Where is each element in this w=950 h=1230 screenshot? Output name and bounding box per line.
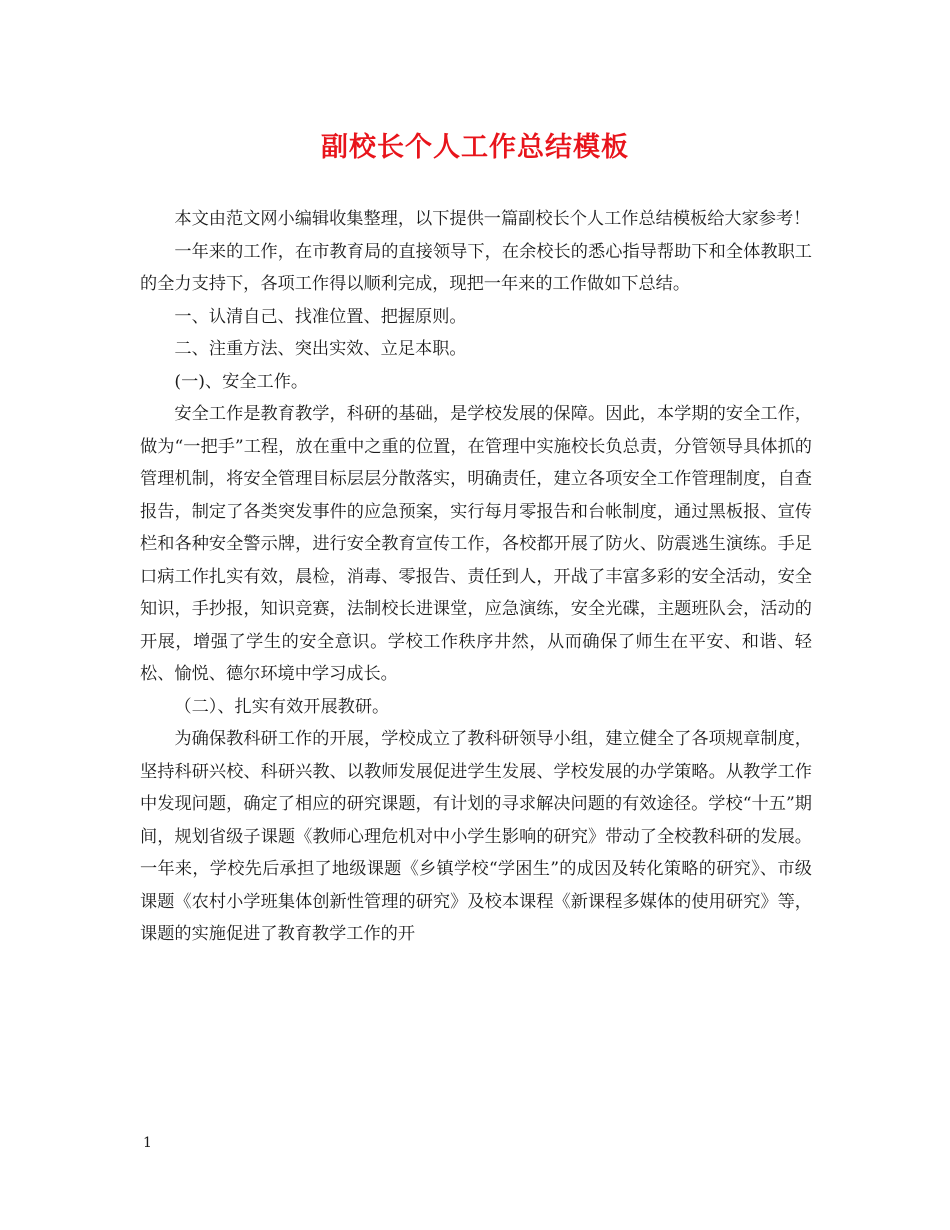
document-title: 副校长个人工作总结模板 <box>321 132 629 163</box>
paragraph-overview: 一年来的工作，在市教育局的直接领导下，在余校长的悉心指导帮助下和全体教职工的全力支持下，各项工作得以顺利完成，现把一年来的工作做如下总结。 <box>140 241 812 294</box>
heading-section-two: 二、注重方法、突出实效、立足本职。 <box>174 339 467 359</box>
heading-safety-work: (一)、安全工作。 <box>174 371 309 392</box>
paragraph-safety-work: 安全工作是教育教学，科研的基础，是学校发展的保障。因此，本学期的安全工作，做为“一把手”工程，放在重中之重的位置，在管理中实施校长负总责，分管领导具体抓的管理机制，将安全管理目标层层分散落实，明确责任，建立各项安全工作管理制度，自查报告，制定了各类突发事件的应急预案，实行每月零报告和台帐制度，通过黑板报、宣传栏和各种安全警示牌，进行安全教育宣传工作，各校都开展了防火、防震逃生演练。手足口病工作扎实有效，晨检，消毒、零报告、责任到人，开战了丰富多彩的安全活动，安全知识，手抄报，知识竞赛，法制校长进课堂，应急演练，安全光碟，主题班队会，活动的开展，增强了学生的安全意识。学校工作秩序井然，从而确保了师生在平安、和谐、轻松、愉悦、德尔环境中学习成长。 <box>140 404 812 684</box>
paragraph-teaching-research: 为确保教科研工作的开展，学校成立了教科研领导小组，建立健全了各项规章制度，坚持科研兴校、科研兴教、以教师发展促进学生发展、学校发展的办学策略。从教学工作中发现问题，确定了相应的研究课题，有计划的寻求解决问题的有效途径。学校“十五”期间，规划省级子课题《教师心理危机对中小学生影响的研究》带动了全校教科研的发展。一年来，学校先后承担了地级课题《乡镇学校“学困生”的成因及转化策略的研究》、市级课题《农村小学班集体创新性管理的研究》及校本课程《新课程多媒体的使用研究》等，课题的实施促进了教育教学工作的开 <box>140 729 812 944</box>
heading-teaching-research: （二）、扎实有效开展教研。 <box>174 696 390 717</box>
heading-section-one: 一、认清自己、找准位置、把握原则。 <box>174 306 467 327</box>
paragraph-intro: 本文由范文网小编辑收集整理，以下提供一篇副校长个人工作总结模板给大家参考！ <box>174 209 811 229</box>
page-number: 1 <box>143 1135 152 1151</box>
document-body <box>140 203 812 951</box>
